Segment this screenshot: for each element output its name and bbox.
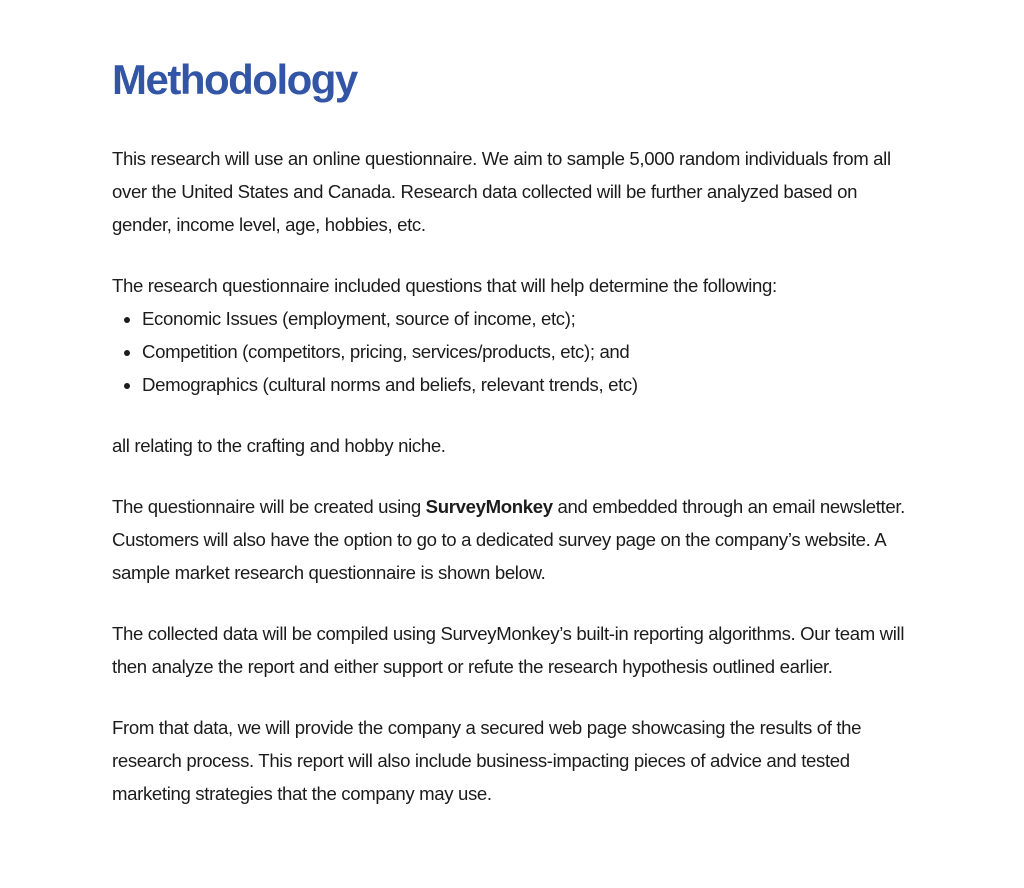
text: and embedded through an email newsletter. Customers will also have the option to go to a dedicated survey page on the company’s website. A sample market research questionnaire is shown below. [112,496,905,583]
paragraph-intro: This research will use an online questionnaire. We aim to sample 5,000 random individuals from all over the United States and Canada. Research data collected will be further analyzed based on gender, income level, age, hobbies, etc. [112,148,891,235]
paragraph-surveymonkey [112,490,920,589]
document-body [112,52,920,838]
paragraph-results: From that data, we will provide the company a secured web page showcasing the results of the research process. This report will also include business-impacting pieces of advice and tested marketing strategies that the company may use. [112,717,862,804]
list-item: • Competition (competitors, pricing, services/products, etc); and [142,335,920,368]
list-item: • Economic Issues (employment, source of income, etc); [142,302,920,335]
list-item: • Demographics (cultural norms and beliefs, relevant trends, etc) [142,368,920,401]
text: The questionnaire will be created using [112,496,426,517]
topics-list [112,302,920,401]
surveymonkey-bold: SurveyMonkey [425,496,553,517]
paragraph-niche: all relating to the crafting and hobby niche. [112,435,446,456]
paragraph-compile: The collected data will be compiled using SurveyMonkey’s built-in reporting algorithms. Our team will then analyze the report and either support or refute the research hypothesis outlined earlier. [112,623,905,677]
page-title: Methodology [112,56,357,103]
paragraph-questions: The research questionnaire included questions that will help determine the following: [112,275,777,296]
